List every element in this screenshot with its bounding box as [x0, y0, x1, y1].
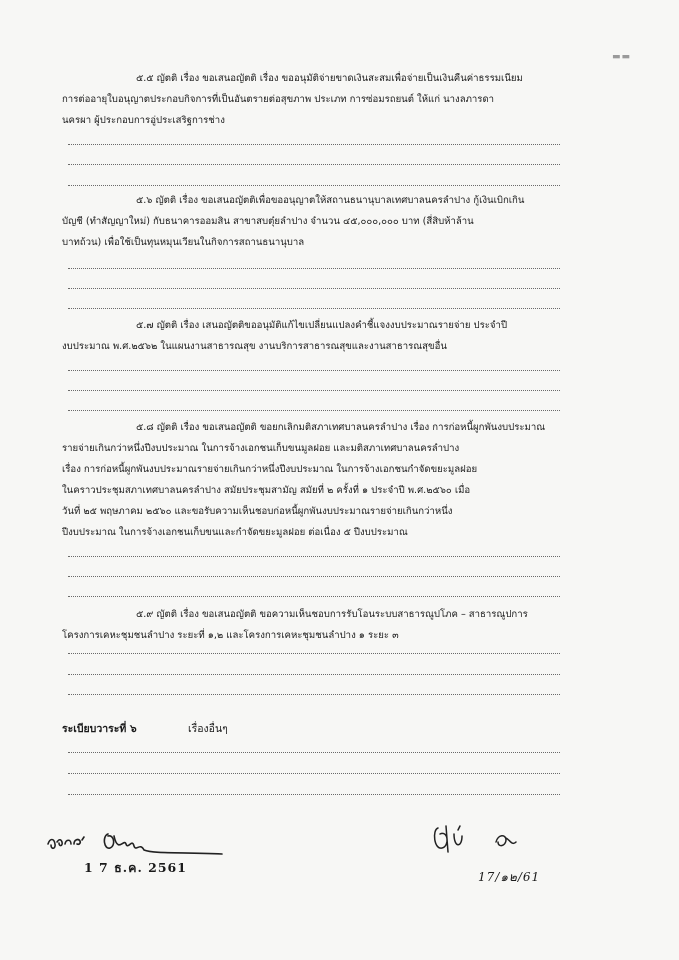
agenda-item-5-9: [62, 604, 562, 646]
item-text-line: โครงการเคหะชุมชนลำปาง ระยะที่ ๑,๒ และโครงการเคหะชุมชนลำปาง ๑ ระยะ ๓: [62, 630, 399, 641]
dotted-line: [68, 390, 560, 391]
item-text-line: ในคราวประชุมสภาเทศบาลนครลำปาง สมัยประชุมสามัญ สมัยที่ ๒ ครั้งที่ ๑ ประจำปี พ.ศ.๒๕๖๐ เมื่อ: [62, 485, 471, 496]
dotted-line: [68, 288, 560, 289]
page-corner-mark: ▬▬: [612, 52, 632, 62]
dotted-line: [68, 185, 560, 186]
item-text-line: เรื่อง การก่อหนี้ผูกพันงบประมาณรายจ่ายเกินกว่าหนึ่งปีงบประมาณ ในการจ้างเอกชนกำจัดขยะมูลฝอย: [62, 464, 478, 475]
dotted-line: [68, 674, 560, 675]
item-text-line: ๕.๖ ญัตติ เรื่อง ขอเสนอญัตติเพื่อขออนุญาตให้สถานธนานุบาลเทศบาลนครลำปาง กู้เงินเบิกเกิน: [136, 195, 525, 206]
left-date-stamp: 1 7 ธ.ค. 2561: [84, 860, 187, 875]
dotted-line: [68, 773, 560, 774]
item-text-line: รายจ่ายเกินกว่าหนึ่งปีงบประมาณ ในการจ้างเอกชนเก็บขนมูลฝอย และมติสภาเทศบาลนครลำปาง: [62, 443, 460, 454]
item-text-line: บาทถ้วน) เพื่อใช้เป็นทุนหมุนเวียนในกิจการสถานธนานุบาล: [62, 237, 305, 248]
agenda-6-title: เรื่องอื่นๆ: [188, 723, 228, 735]
dotted-line: [68, 653, 560, 654]
dotted-line: [68, 164, 560, 165]
dotted-line: [68, 370, 560, 371]
agenda-6-heading: [62, 720, 228, 737]
item-text-line: บัญชี (ทำสัญญาใหม่) กับธนาคารออมสิน สาขาสบตุ๋ยลำปาง จำนวน ๔๕,๐๐๐,๐๐๐ บาท (สี่สิบห้าล้าน: [62, 216, 474, 227]
item-text-line: ๕.๘ ญัตติ เรื่อง ขอเสนอญัตติ ขอยกเลิกมติสภาเทศบาลนครลำปาง เรื่อง การก่อหนี้ผูกพันงบประมาณ: [136, 422, 546, 433]
right-signature-scribble: [424, 820, 554, 860]
dotted-line: [68, 752, 560, 753]
dotted-line: [68, 556, 560, 557]
dotted-line: [68, 144, 560, 145]
dotted-line: [68, 596, 560, 597]
left-signature-scribble: [40, 822, 240, 862]
item-text-line: ปีงบประมาณ ในการจ้างเอกชนเก็บขนและกำจัดขยะมูลฝอย ต่อเนื่อง ๕ ปีงบประมาณ: [62, 527, 408, 538]
item-text-line: วันที่ ๒๕ พฤษภาคม ๒๕๖๐ และขอรับความเห็นชอบก่อหนี้ผูกพันงบประมาณรายจ่ายเกินกว่าหนึ่ง: [62, 506, 453, 517]
dotted-line: [68, 576, 560, 577]
dotted-line: [68, 794, 560, 795]
item-text-line: ๕.๗ ญัตติ เรื่อง เสนอญัตติขออนุมัติแก้ไขเปลี่ยนแปลงคำชี้แจงงบประมาณรายจ่าย ประจำปี: [136, 320, 508, 331]
item-text-line: ๕.๕ ญัตติ เรื่อง ขอเสนอญัตติ เรื่อง ขออนุมัติจ่ายขาดเงินสะสมเพื่อจ่ายเป็นเงินคืนค่าธรรมเนียม: [136, 73, 523, 84]
agenda-6-label: ระเบียบวาระที่ ๖: [62, 723, 137, 735]
dotted-line: [68, 308, 560, 309]
item-text-line: ๕.๙ ญัตติ เรื่อง ขอเสนอญัตติ ขอความเห็นชอบการรับโอนระบบสาธารณูปโภค – สาธารณูปการ: [136, 609, 528, 620]
item-text-line: การต่ออายุใบอนุญาตประกอบกิจการที่เป็นอันตรายต่อสุขภาพ ประเภท การซ่อมรถยนต์ ให้แก่ นางลภารดา: [62, 94, 495, 105]
agenda-item-5-6: [62, 190, 562, 253]
dotted-line: [68, 410, 560, 411]
agenda-item-5-8: [62, 417, 562, 543]
right-date-handwritten: 17/๑๒/61: [478, 870, 541, 884]
agenda-item-5-7: [62, 315, 562, 357]
item-text-line: งบประมาณ พ.ศ.๒๕๖๒ ในแผนงานสาธารณสุข งานบริการสาธารณสุขและงานสาธารณสุขอื่น: [62, 341, 447, 352]
item-text-line: นครผา ผู้ประกอบการอู่ประเสริฐการช่าง: [62, 115, 225, 126]
agenda-item-5-5: [62, 68, 562, 131]
dotted-line: [68, 268, 560, 269]
dotted-line: [68, 694, 560, 695]
